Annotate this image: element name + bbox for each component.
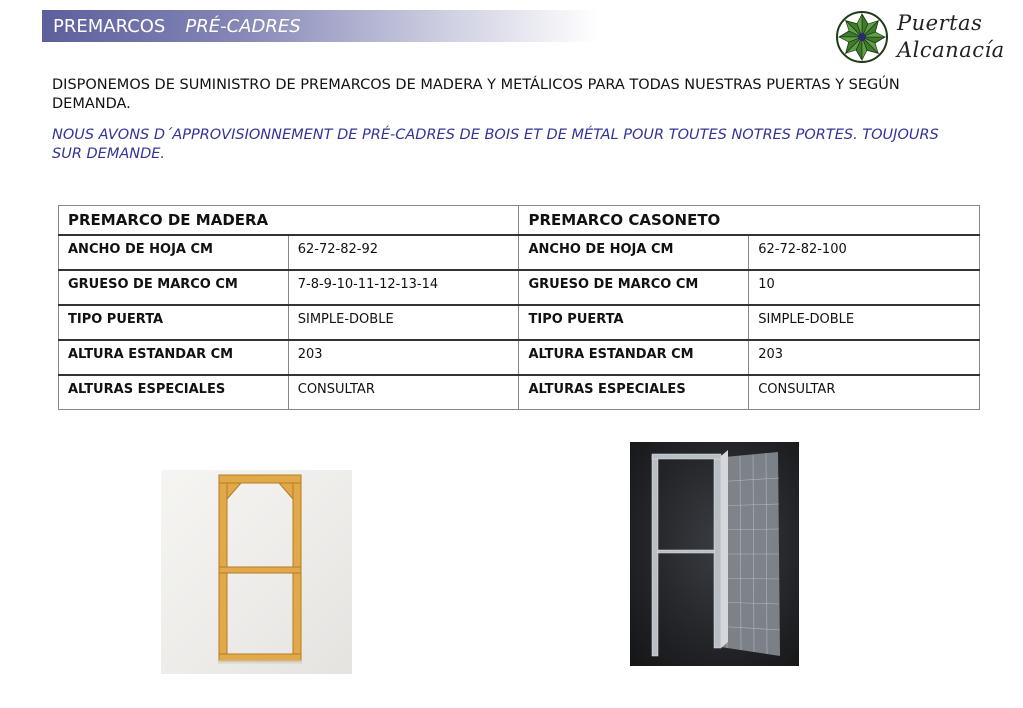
page-title-banner [42, 10, 598, 42]
company-wordmark [897, 10, 1005, 64]
specs-table [58, 205, 980, 410]
row-label: ALTURA ESTANDAR CM [59, 340, 289, 375]
wooden-frame-image [161, 470, 352, 674]
table-row [59, 270, 980, 305]
row-label: ALTURA ESTANDAR CM [519, 340, 749, 375]
page-title-fr: PRÉ-CADRES [185, 15, 301, 37]
row-label: TIPO PUERTA [59, 305, 289, 340]
table-row [59, 235, 980, 270]
metal-pocket-frame-image [630, 442, 799, 666]
row-value: SIMPLE-DOBLE [749, 305, 980, 340]
table-row [59, 340, 980, 375]
table-header-casoneto: PREMARCO CASONETO [519, 206, 980, 235]
table-header-row [59, 206, 980, 235]
wooden-frame-illustration [161, 470, 352, 674]
row-label: GRUESO DE MARCO CM [519, 270, 749, 305]
row-value: CONSULTAR [288, 375, 519, 410]
row-value: SIMPLE-DOBLE [288, 305, 519, 340]
table-row [59, 375, 980, 410]
row-value: 203 [288, 340, 519, 375]
metal-frame-illustration [630, 442, 799, 666]
row-value: 62-72-82-100 [749, 235, 980, 270]
row-label: ALTURAS ESPECIALES [59, 375, 289, 410]
rosette-emblem-icon [835, 10, 889, 64]
row-label: ALTURAS ESPECIALES [519, 375, 749, 410]
intro-text-fr: NOUS AVONS D´APPROVISIONNEMENT DE PRÉ-CADRES DE BOIS ET DE MÉTAL POUR TOUTES NOTRES PORTES. TOUJOURS SUR DEMANDE. [52, 127, 939, 162]
row-value: 203 [749, 340, 980, 375]
table-header-madera: PREMARCO DE MADERA [59, 206, 519, 235]
row-label: GRUESO DE MARCO CM [59, 270, 289, 305]
row-value: 7-8-9-10-11-12-13-14 [288, 270, 519, 305]
row-label: TIPO PUERTA [519, 305, 749, 340]
row-value: CONSULTAR [749, 375, 980, 410]
row-label: ANCHO DE HOJA CM [519, 235, 749, 270]
row-label: ANCHO DE HOJA CM [59, 235, 289, 270]
row-value: 62-72-82-92 [288, 235, 519, 270]
company-name-line2: Alcanacía [897, 38, 1005, 62]
intro-text-es: DISPONEMOS DE SUMINISTRO DE PREMARCOS DE MADERA Y METÁLICOS PARA TODAS NUESTRAS PUERTAS Y SEGÚN DEMANDA. [52, 77, 900, 112]
table-row [59, 305, 980, 340]
company-logo [835, 10, 1020, 68]
page-title-es: PREMARCOS [53, 15, 166, 37]
row-value: 10 [749, 270, 980, 305]
company-name-line1: Puertas [897, 11, 983, 35]
